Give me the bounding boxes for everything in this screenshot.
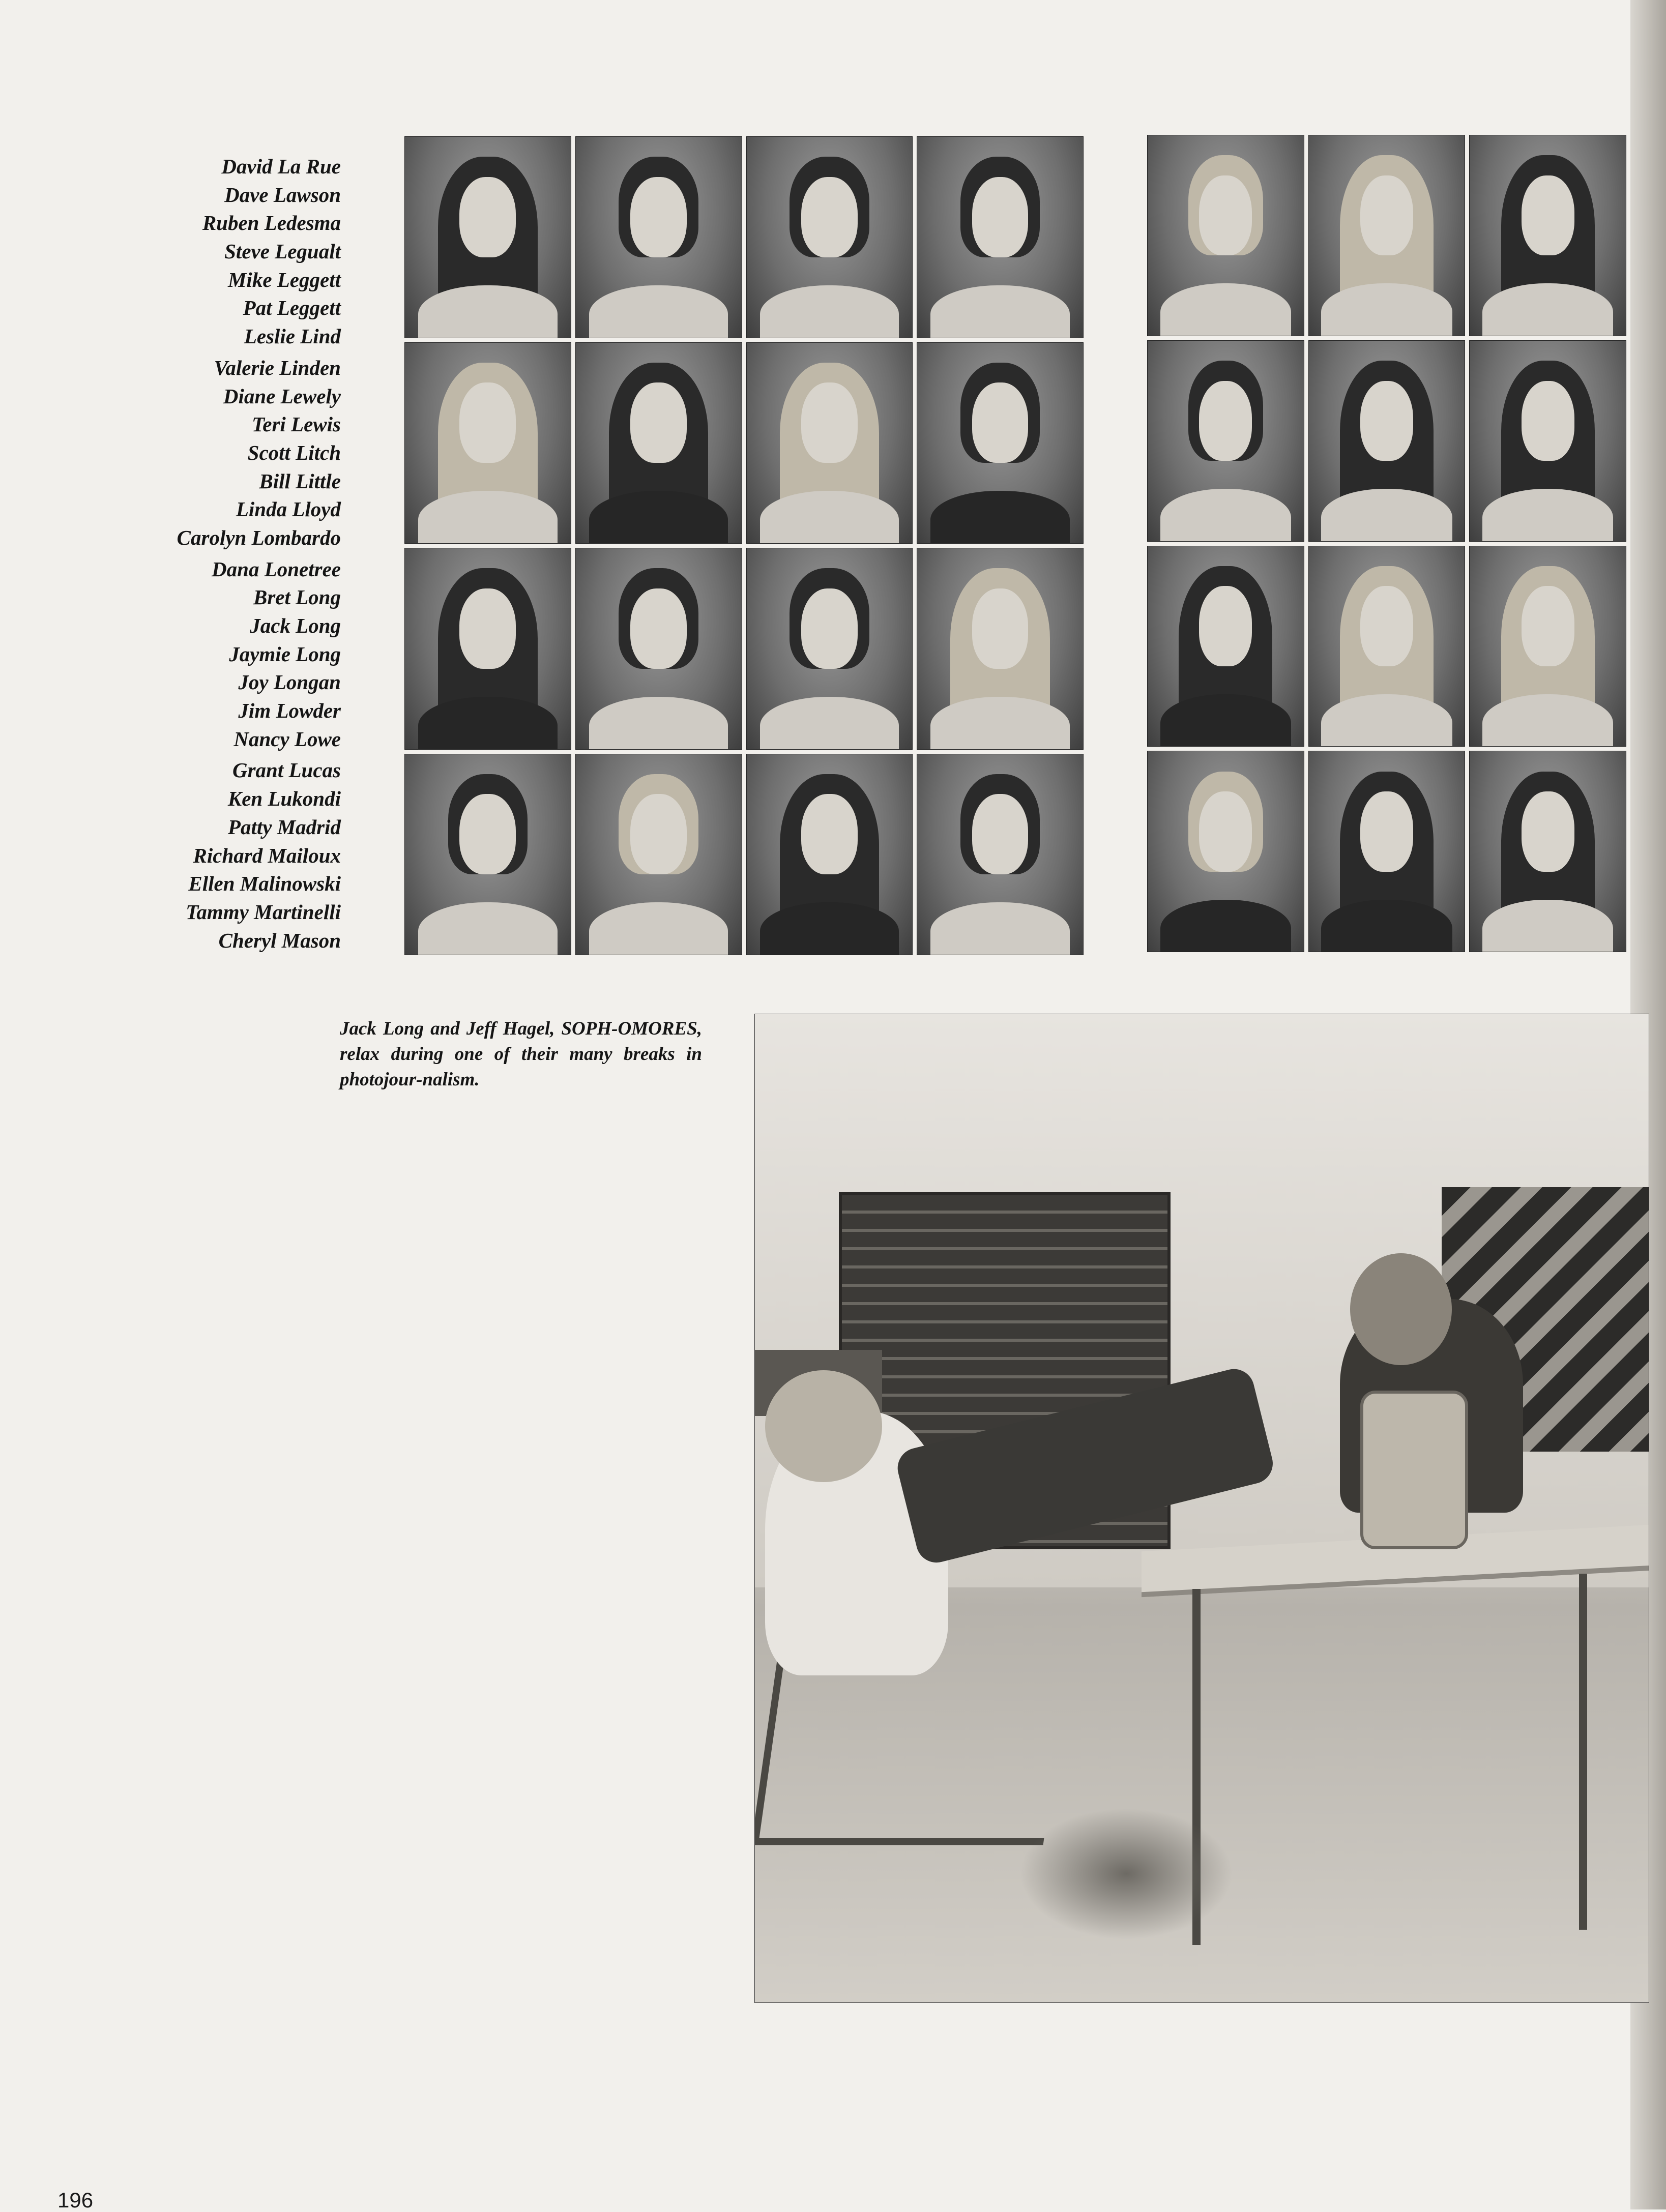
student-name: Valerie Linden bbox=[214, 356, 341, 379]
portrait-photo bbox=[404, 548, 571, 750]
portrait-grid-right bbox=[1147, 135, 1626, 952]
student-name: Tammy Martinelli bbox=[186, 900, 341, 924]
portrait-photo bbox=[1308, 546, 1466, 747]
portrait-photo bbox=[575, 342, 742, 544]
portrait-photo bbox=[746, 548, 913, 750]
student-name: Pat Leggett bbox=[243, 296, 341, 320]
student-name: Dave Lawson bbox=[224, 183, 341, 207]
student-name: Bill Little bbox=[259, 469, 341, 493]
student-name: Bret Long bbox=[253, 585, 341, 609]
student-name: Richard Mailoux bbox=[193, 843, 341, 867]
student-name: Scott Litch bbox=[247, 440, 341, 464]
student-name: Patty Madrid bbox=[227, 815, 341, 839]
student-name: Jaymie Long bbox=[229, 642, 341, 666]
photo-caption: Jack Long and Jeff Hagel, SOPH-OMORES, relax during one of their many breaks in photojour-nalism. bbox=[340, 1018, 702, 1090]
portrait-photo bbox=[1469, 340, 1626, 542]
portrait-photo bbox=[575, 754, 742, 956]
names-group-4 bbox=[97, 756, 341, 955]
names-group-1 bbox=[97, 153, 341, 351]
portrait-photo bbox=[404, 136, 571, 338]
candid-photo bbox=[754, 1014, 1649, 2003]
names-group-2 bbox=[97, 354, 341, 552]
portrait-photo bbox=[1147, 340, 1304, 542]
portrait-photo bbox=[1469, 135, 1626, 336]
student-name: Carolyn Lombardo bbox=[177, 525, 341, 549]
student-name: Ken Lukondi bbox=[227, 787, 341, 811]
portrait-photo bbox=[746, 754, 913, 956]
student-name: Ellen Malinowski bbox=[188, 872, 341, 896]
student-name: Ruben Ledesma bbox=[202, 211, 341, 235]
portrait-photo bbox=[917, 342, 1084, 544]
portrait-photo bbox=[1147, 135, 1304, 336]
page-number: 196 bbox=[57, 2188, 94, 2212]
portrait-photo bbox=[1308, 340, 1466, 542]
portrait-photo bbox=[1147, 546, 1304, 747]
portrait-photo bbox=[746, 342, 913, 544]
portrait-photo bbox=[575, 548, 742, 750]
portrait-photo bbox=[404, 342, 571, 544]
portrait-photo bbox=[1308, 135, 1466, 336]
portrait-grid-left bbox=[404, 136, 1084, 955]
student-name: Jack Long bbox=[250, 614, 341, 637]
portrait-photo bbox=[1469, 546, 1626, 747]
student-name: Dana Lonetree bbox=[212, 557, 341, 581]
student-name: Teri Lewis bbox=[251, 412, 341, 436]
portrait-photo bbox=[575, 136, 742, 338]
student-name: Linda Lloyd bbox=[236, 497, 341, 521]
portrait-photo bbox=[1147, 751, 1304, 952]
student-name: Mike Leggett bbox=[227, 268, 341, 291]
student-name: Grant Lucas bbox=[232, 758, 341, 782]
student-names-list bbox=[97, 153, 341, 955]
student-name: Joy Longan bbox=[238, 670, 341, 694]
portrait-photo bbox=[746, 136, 913, 338]
student-name: Diane Lewely bbox=[223, 384, 341, 408]
portrait-photo bbox=[404, 754, 571, 956]
portrait-photo bbox=[917, 548, 1084, 750]
portrait-photo bbox=[1308, 751, 1466, 952]
student-name: Nancy Lowe bbox=[233, 727, 341, 751]
student-name: Steve Legualt bbox=[224, 240, 341, 263]
student-name: Leslie Lind bbox=[244, 325, 341, 348]
student-name: Jim Lowder bbox=[238, 699, 341, 723]
portrait-photo bbox=[917, 754, 1084, 956]
portrait-photo bbox=[1469, 751, 1626, 952]
portrait-photo bbox=[917, 136, 1084, 338]
student-name: Cheryl Mason bbox=[218, 928, 341, 952]
student-name: David La Rue bbox=[221, 155, 341, 178]
names-group-3 bbox=[97, 555, 341, 754]
